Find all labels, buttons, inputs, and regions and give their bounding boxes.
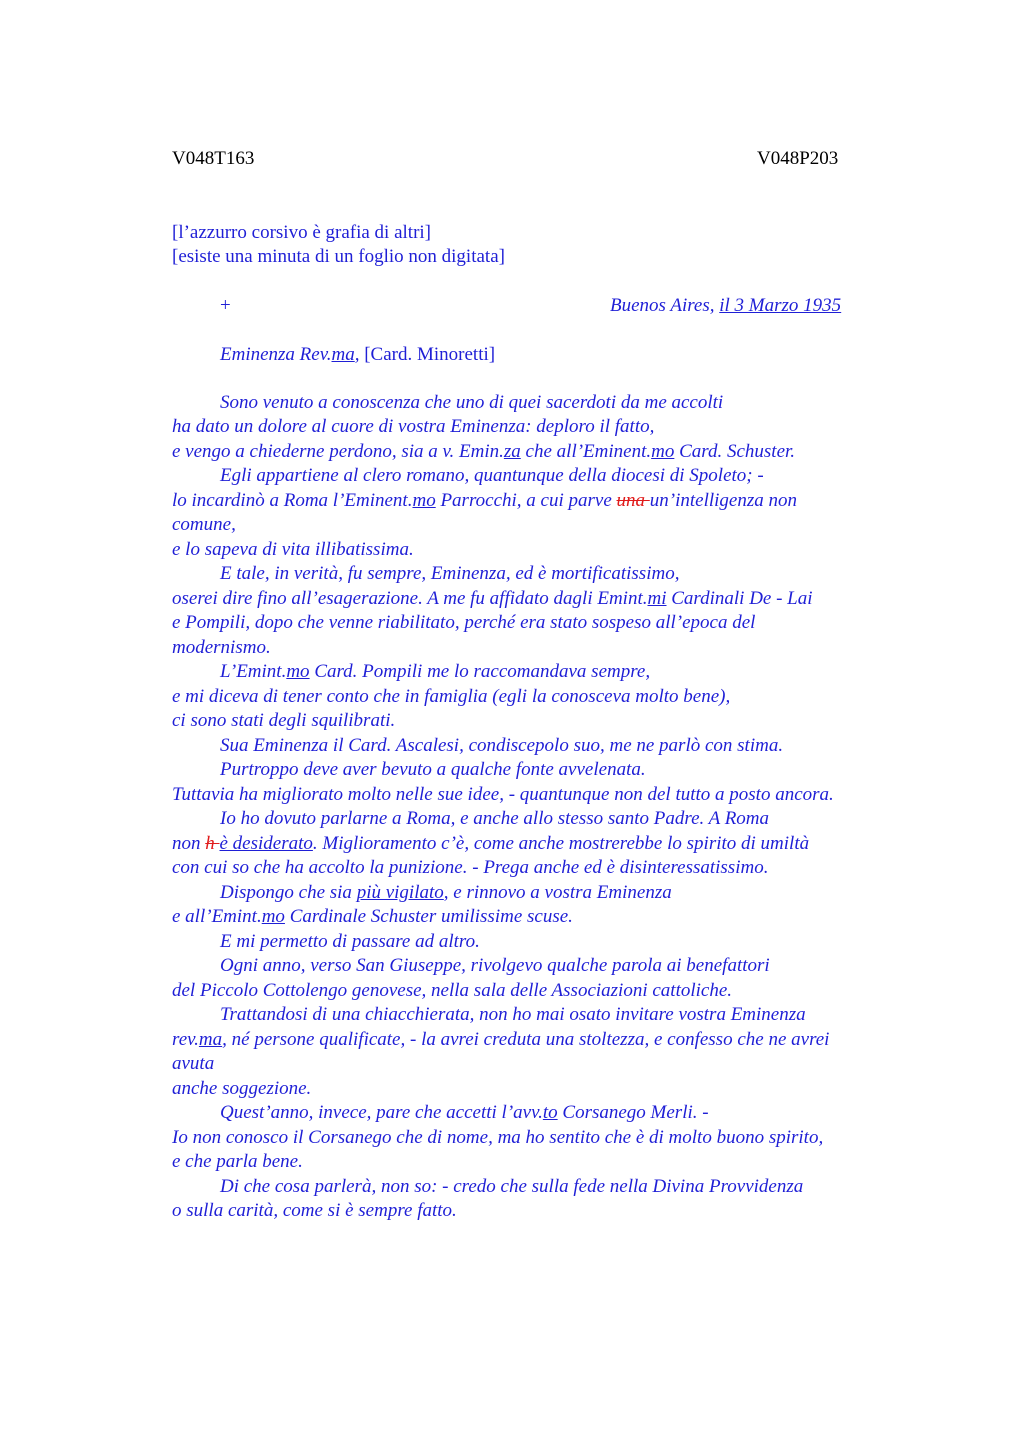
body-line: Purtroppo deve aver bevuto a qualche fonte avvelenata. [220, 759, 646, 780]
body-line: e Pompili, dopo che venne riabilitato, perché era stato sospeso all’epoca del [172, 612, 756, 633]
body-line: Dispongo che sia più vigilato, e rinnovo a vostra Eminenza [220, 882, 672, 903]
body-line: Io ho dovuto parlarne a Roma, e anche allo stesso santo Padre. A Roma [220, 808, 770, 829]
document-code-left: V048T163 [172, 148, 255, 169]
cross-symbol: + [220, 295, 231, 316]
letter-place: Buenos Aires, [610, 295, 720, 316]
body-line: Egli appartiene al clero romano, quantunque della diocesi di Spoleto; - [220, 465, 764, 486]
body-line: ha dato un dolore al cuore di vostra Eminenza: deploro il fatto, [172, 416, 655, 437]
body-line: Quest’anno, invece, pare che accetti l’avv.to Corsanego Merli. - [220, 1102, 709, 1123]
letter-place-date [610, 295, 841, 317]
body-line: del Piccolo Cottolengo genovese, nella sala delle Associazioni cattoliche. [172, 980, 733, 1001]
body-line: anche soggezione. [172, 1078, 312, 1099]
body-line: e lo sapeva di vita illibatissima. [172, 539, 414, 560]
body-line: e all’Emint.mo Cardinale Schuster umilissime scuse. [172, 906, 573, 927]
body-line: Sono venuto a conoscenza che uno di quei sacerdoti da me accolti [220, 392, 724, 413]
body-line: E mi permetto di passare ad altro. [220, 931, 480, 952]
body-line: con cui so che ha accolto la punizione. - Prega anche ed è disinteressatissimo. [172, 857, 769, 878]
editorial-note-draft: [esiste una minuta di un foglio non digitata] [172, 246, 505, 267]
body-line: oserei dire fino all’esagerazione. A me fu affidato dagli Emint.mi Cardinali De - Lai [172, 588, 813, 609]
body-line: comune, [172, 514, 236, 535]
body-line: Di che cosa parlerà, non so: - credo che sulla fede nella Divina Provvidenza [220, 1176, 804, 1197]
body-line: Io non conosco il Corsanego che di nome, ma ho sentito che è di molto buono spirito, [172, 1127, 824, 1148]
body-line: L’Emint.mo Card. Pompili me lo raccomandava sempre, [220, 661, 651, 682]
body-line: rev.ma, né persone qualificate, - la avrei creduta una stoltezza, e confesso che ne avrei [172, 1029, 830, 1050]
recipient-note: [Card. Minoretti] [359, 344, 496, 365]
body-line: e vengo a chiederne perdono, sia a v. Emin.za che all’Eminent.mo Card. Schuster. [172, 441, 796, 462]
body-line: Sua Eminenza il Card. Ascalesi, condiscepolo suo, me ne parlò con stima. [220, 735, 784, 756]
body-line: Ogni anno, verso San Giuseppe, rivolgevo qualche parola ai benefattori [220, 955, 770, 976]
body-line: Tuttavia ha migliorato molto nelle sue idee, - quantunque non del tutto a posto ancora. [172, 784, 834, 805]
editorial-note-handwriting: [l’azzurro corsivo è grafia di altri] [172, 222, 432, 243]
body-line: o sulla carità, come si è sempre fatto. [172, 1200, 457, 1221]
body-line: avuta [172, 1053, 215, 1074]
body-line: non h è desiderato. Miglioramento c’è, come anche mostrerebbe lo spirito di umiltà [172, 833, 810, 854]
struck-word: una [616, 490, 650, 511]
body-line: modernismo. [172, 637, 271, 658]
body-line: lo incardinò a Roma l’Eminent.mo Parrocchi, a cui parve una un’intelligenza non [172, 490, 797, 511]
body-line: e che parla bene. [172, 1151, 303, 1172]
struck-letter: h [205, 833, 220, 854]
letter-date: il 3 Marzo 1935 [719, 295, 842, 316]
document-code-right: V048P203 [757, 148, 839, 169]
body-line: e mi diceva di tener conto che in famiglia (egli la conosceva molto bene), [172, 686, 731, 707]
letter-salutation: Eminenza Rev.ma, [Card. Minoretti] [220, 344, 496, 365]
body-line: ci sono stati degli squilibrati. [172, 710, 396, 731]
body-line: Trattandosi di una chiacchierata, non ho mai osato invitare vostra Eminenza [220, 1004, 806, 1025]
body-line: E tale, in verità, fu sempre, Eminenza, ed è mortificatissimo, [220, 563, 680, 584]
